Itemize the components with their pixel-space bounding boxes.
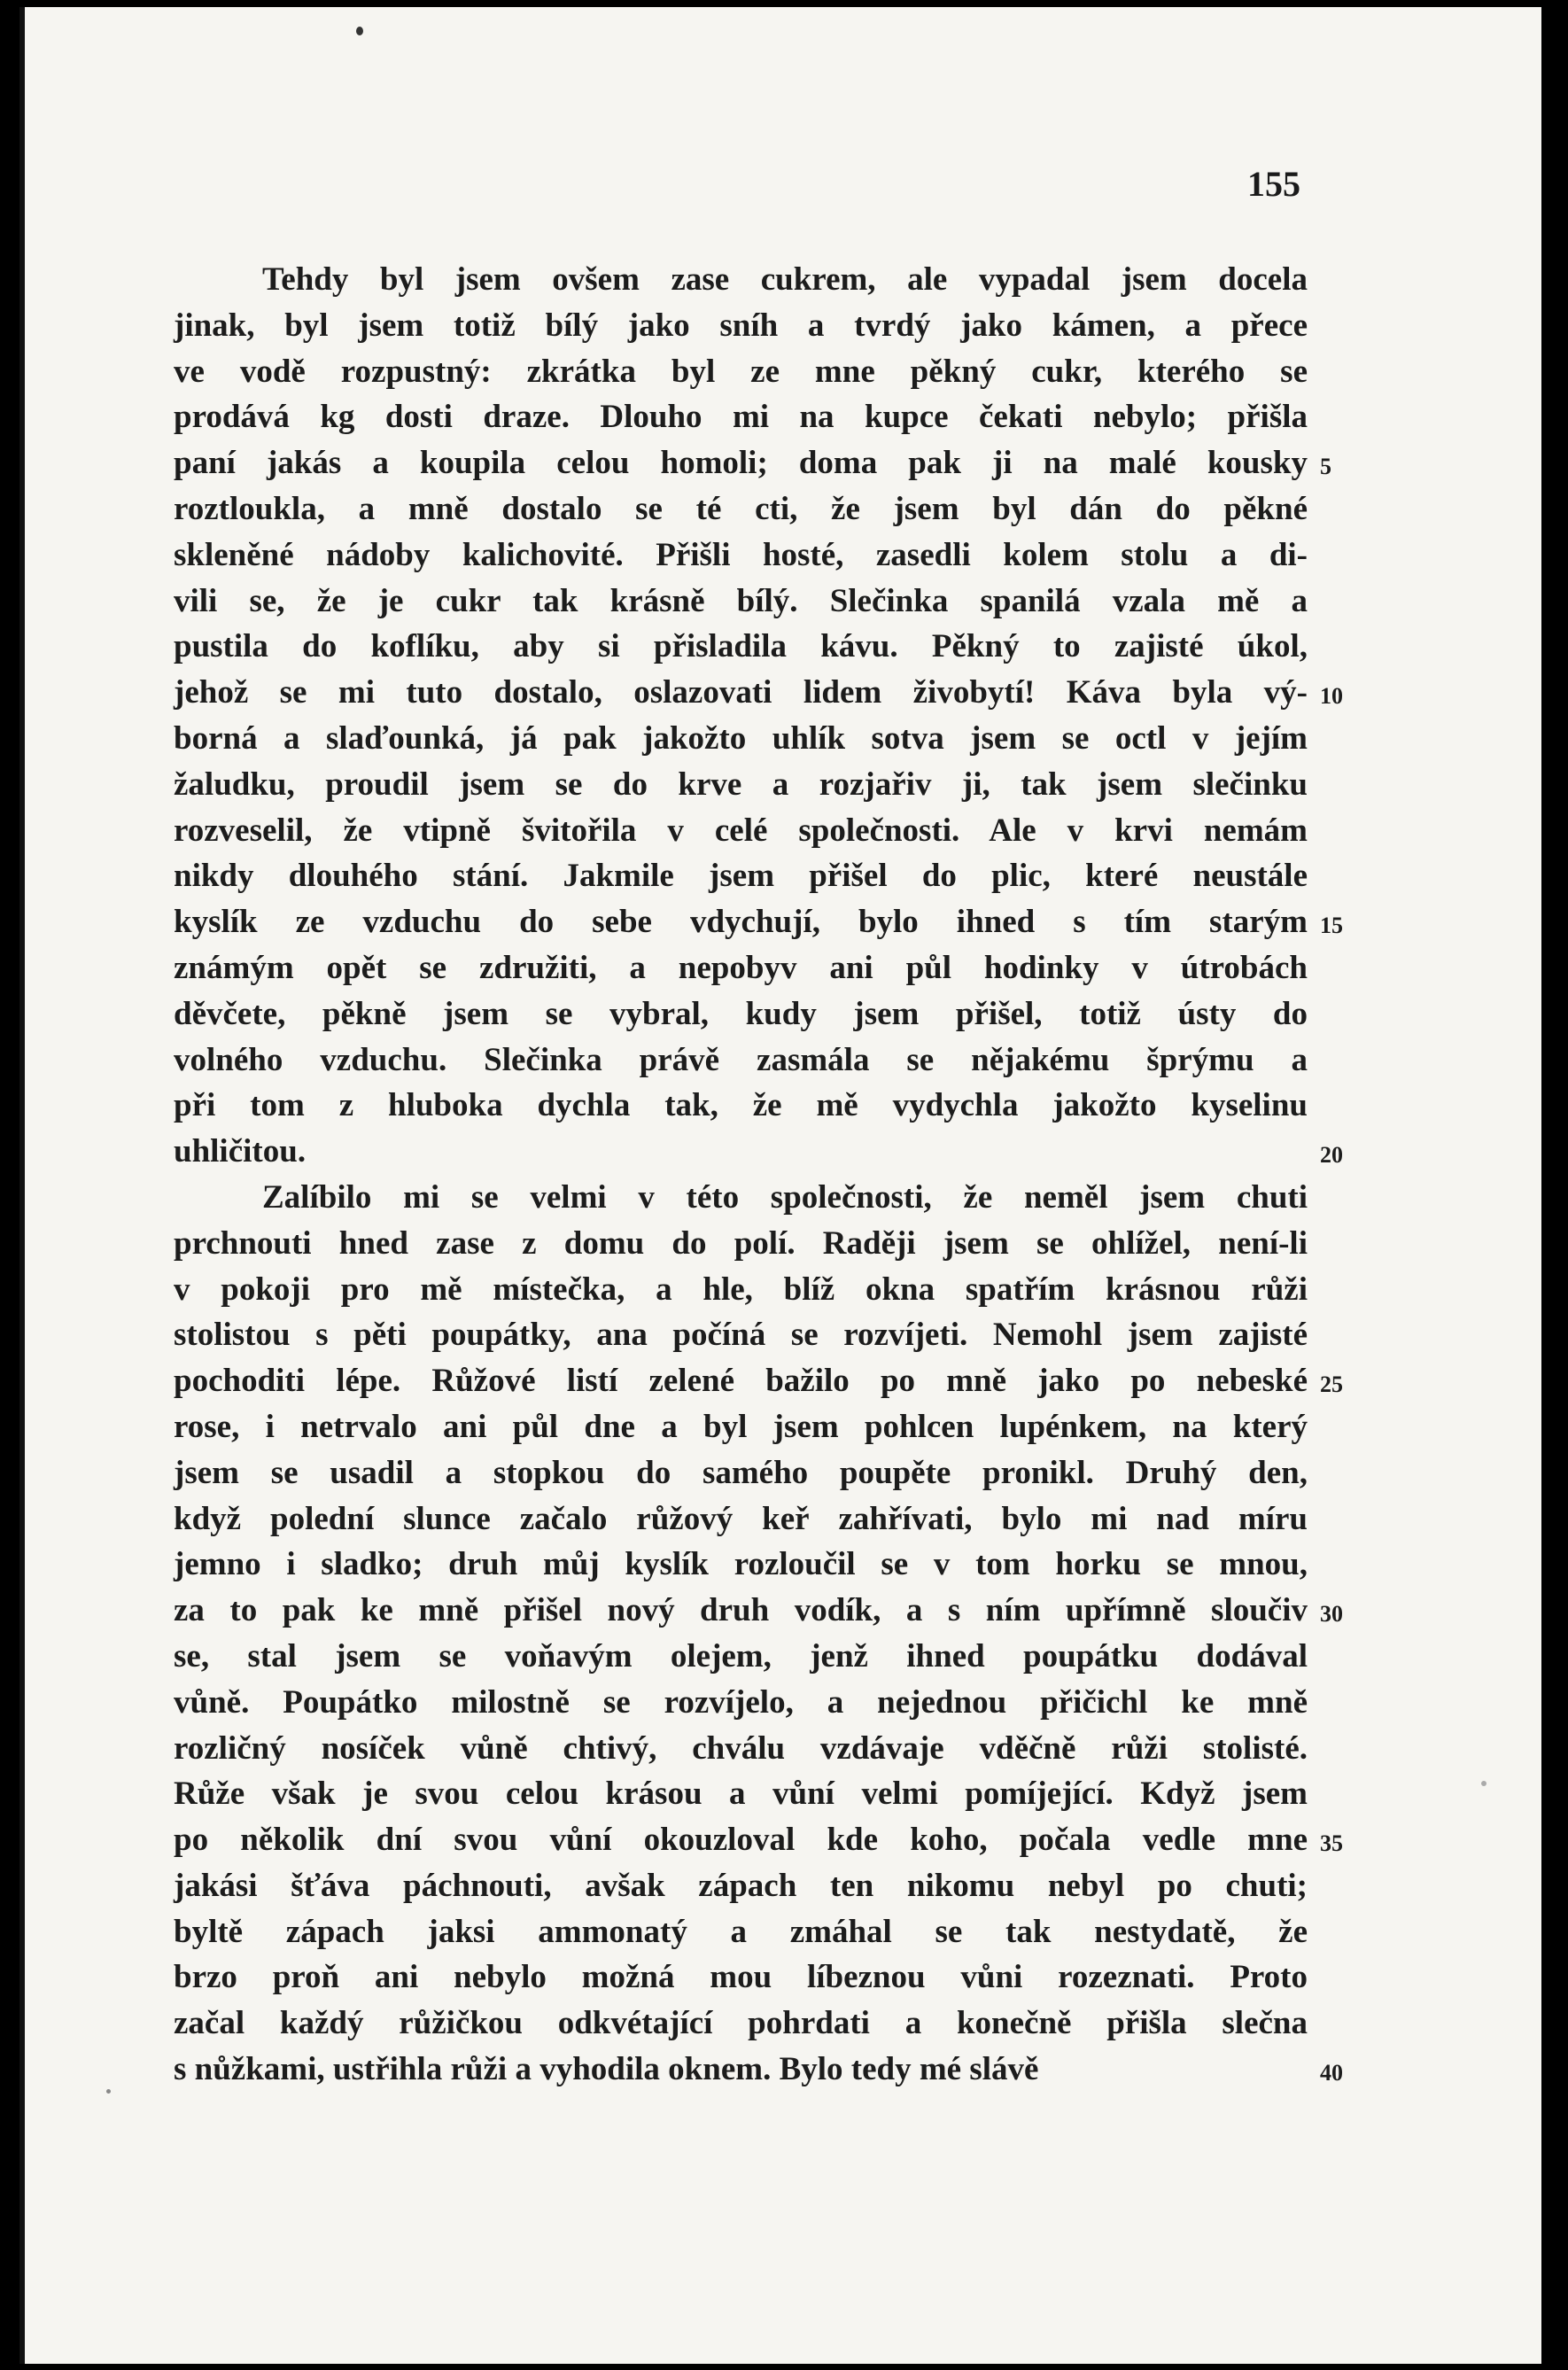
text-line: s nůžkami, ustřihla růži a vyhodila oknem. Bylo tedy mé slávě 40: [174, 2047, 1308, 2093]
text-line: žaludku, proudil jsem se do krve a rozjařiv ji, tak jsem slečinku: [174, 765, 1308, 803]
text-line: jemno i sladko; druh můj kyslík rozloučil se v tom horku se mnou,: [174, 1546, 1308, 1583]
text-line: pochoditi lépe. Růžové listí zelené bažilo po mně jako po nebeské 25: [174, 1358, 1308, 1404]
ink-speck: [356, 27, 363, 35]
text-line: volného vzduchu. Slečinka právě zasmála se nějakému šprýmu a: [174, 1041, 1308, 1078]
text-line: ve vodě rozpustný: zkrátka byl ze mne pěkný cukr, kterého se: [174, 353, 1308, 390]
text-line: skleněné nádoby kalichovité. Přišli hosté, zasedli kolem stolu a di-: [174, 536, 1308, 573]
margin-line-number: 20: [1320, 1142, 1343, 1169]
text-line: Růže však je svou celou krásou a vůní velmi pomíjející. Když jsem: [174, 1776, 1308, 1813]
margin-line-number: 30: [1320, 1601, 1343, 1628]
text-line: rose, i netrvalo ani půl dne a byl jsem pohlcen lupénkem, na který: [174, 1408, 1308, 1445]
ink-speck: [1481, 1781, 1486, 1786]
ink-speck: [106, 2089, 111, 2094]
margin-line-number: 15: [1320, 913, 1343, 939]
text-line: začal každý růžičkou odkvétající pohrdati a konečně přišla slečna: [174, 2005, 1308, 2042]
margin-line-number: 25: [1320, 1371, 1343, 1398]
body-text: [174, 257, 1343, 2093]
page-edge: [19, 7, 25, 2364]
margin-line-number: 40: [1320, 2060, 1343, 2086]
text-line: vůně. Poupátko milostně se rozvíjelo, a nejednou přičichl ke mně: [174, 1683, 1308, 1721]
text-line: rozličný nosíček vůně chtivý, chválu vzdávaje vděčně růži stolisté.: [174, 1729, 1308, 1767]
text-line: kyslík ze vzduchu do sebe vdychují, bylo ihned s tím starým 15: [174, 899, 1308, 945]
text-line: jinak, byl jsem totiž bílý jako sníh a tvrdý jako kámen, a přece: [174, 307, 1308, 344]
text-line: jsem se usadil a stopkou do samého poupěte pronikl. Druhý den,: [174, 1454, 1308, 1491]
text-line: se, stal jsem se voňavým olejem, jenž ihned poupátku dodával: [174, 1637, 1308, 1675]
text-line: paní jakás a koupila celou homoli; doma pak ji na malé kousky 5: [174, 440, 1308, 486]
page-number: 155: [1247, 164, 1300, 204]
text-line: roztloukla, a mně dostalo se té cti, že jsem byl dán do pěkné: [174, 490, 1308, 527]
text-line: Tehdy byl jsem ovšem zase cukrem, ale vypadal jsem docela: [262, 261, 1308, 298]
text-line: děvčete, pěkně jsem se vybral, kudy jsem přišel, totiž ústy do: [174, 995, 1308, 1032]
margin-line-number: 35: [1320, 1830, 1343, 1857]
text-line: Zalíbilo mi se velmi v této společnosti, že neměl jsem chuti: [262, 1178, 1308, 1216]
text-line: pustila do koflíku, aby si přisladila kávu. Pěkný to zajisté úkol,: [174, 628, 1308, 665]
text-line: když polední slunce začalo růžový keř zahřívati, bylo mi nad míru: [174, 1500, 1308, 1537]
text-line: prodává kg dosti draze. Dlouho mi na kupce čekati nebylo; přišla: [174, 399, 1308, 436]
text-line: jehož se mi tuto dostalo, oslazovati lidem živobytí! Káva byla vý- 10: [174, 670, 1308, 716]
text-line: jakási šťáva páchnouti, avšak zápach ten nikomu nebyl po chuti;: [174, 1867, 1308, 1904]
text-line: při tom z hluboka dychla tak, že mě vydychla jakožto kyselinu: [174, 1087, 1308, 1124]
text-line: v pokoji pro mě místečka, a hle, blíž okna spatřím krásnou růži: [174, 1270, 1308, 1308]
text-line: známým opět se združiti, a nepobyv ani půl hodinky v útrobách: [174, 949, 1308, 986]
text-line: nikdy dlouhého stání. Jakmile jsem přišel do plic, které neustále: [174, 858, 1308, 895]
text-line: za to pak ke mně přišel nový druh vodík, a s ním upřímně sloučiv 30: [174, 1588, 1308, 1634]
text-line: vili se, že je cukr tak krásně bílý. Slečinka spanilá vzala mě a: [174, 582, 1308, 619]
text-line: rozveselil, že vtipně švitořila v celé společnosti. Ale v krvi nemám: [174, 812, 1308, 849]
text-line: po několik dní svou vůní okouzloval kde koho, počala vedle mne 35: [174, 1817, 1308, 1863]
text-line: brzo proň ani nebylo možná mou líbeznou vůni rozeznati. Proto: [174, 1959, 1308, 1996]
margin-line-number: 10: [1320, 683, 1343, 710]
book-page: [19, 7, 1541, 2364]
text-line: uhličitou. 20: [174, 1129, 1308, 1175]
text-line: prchnouti hned zase z domu do polí. Raději jsem se ohlížel, není-li: [174, 1224, 1308, 1262]
text-line: byltě zápach jaksi ammonatý a zmáhal se tak nestydatě, že: [174, 1913, 1308, 1950]
margin-line-number: 5: [1320, 454, 1331, 480]
text-line: stolistou s pěti poupátky, ana počíná se rozvíjeti. Nemohl jsem zajisté: [174, 1317, 1308, 1354]
text-line: borná a slaďounká, já pak jakožto uhlík sotva jsem se octl v jejím: [174, 719, 1308, 757]
